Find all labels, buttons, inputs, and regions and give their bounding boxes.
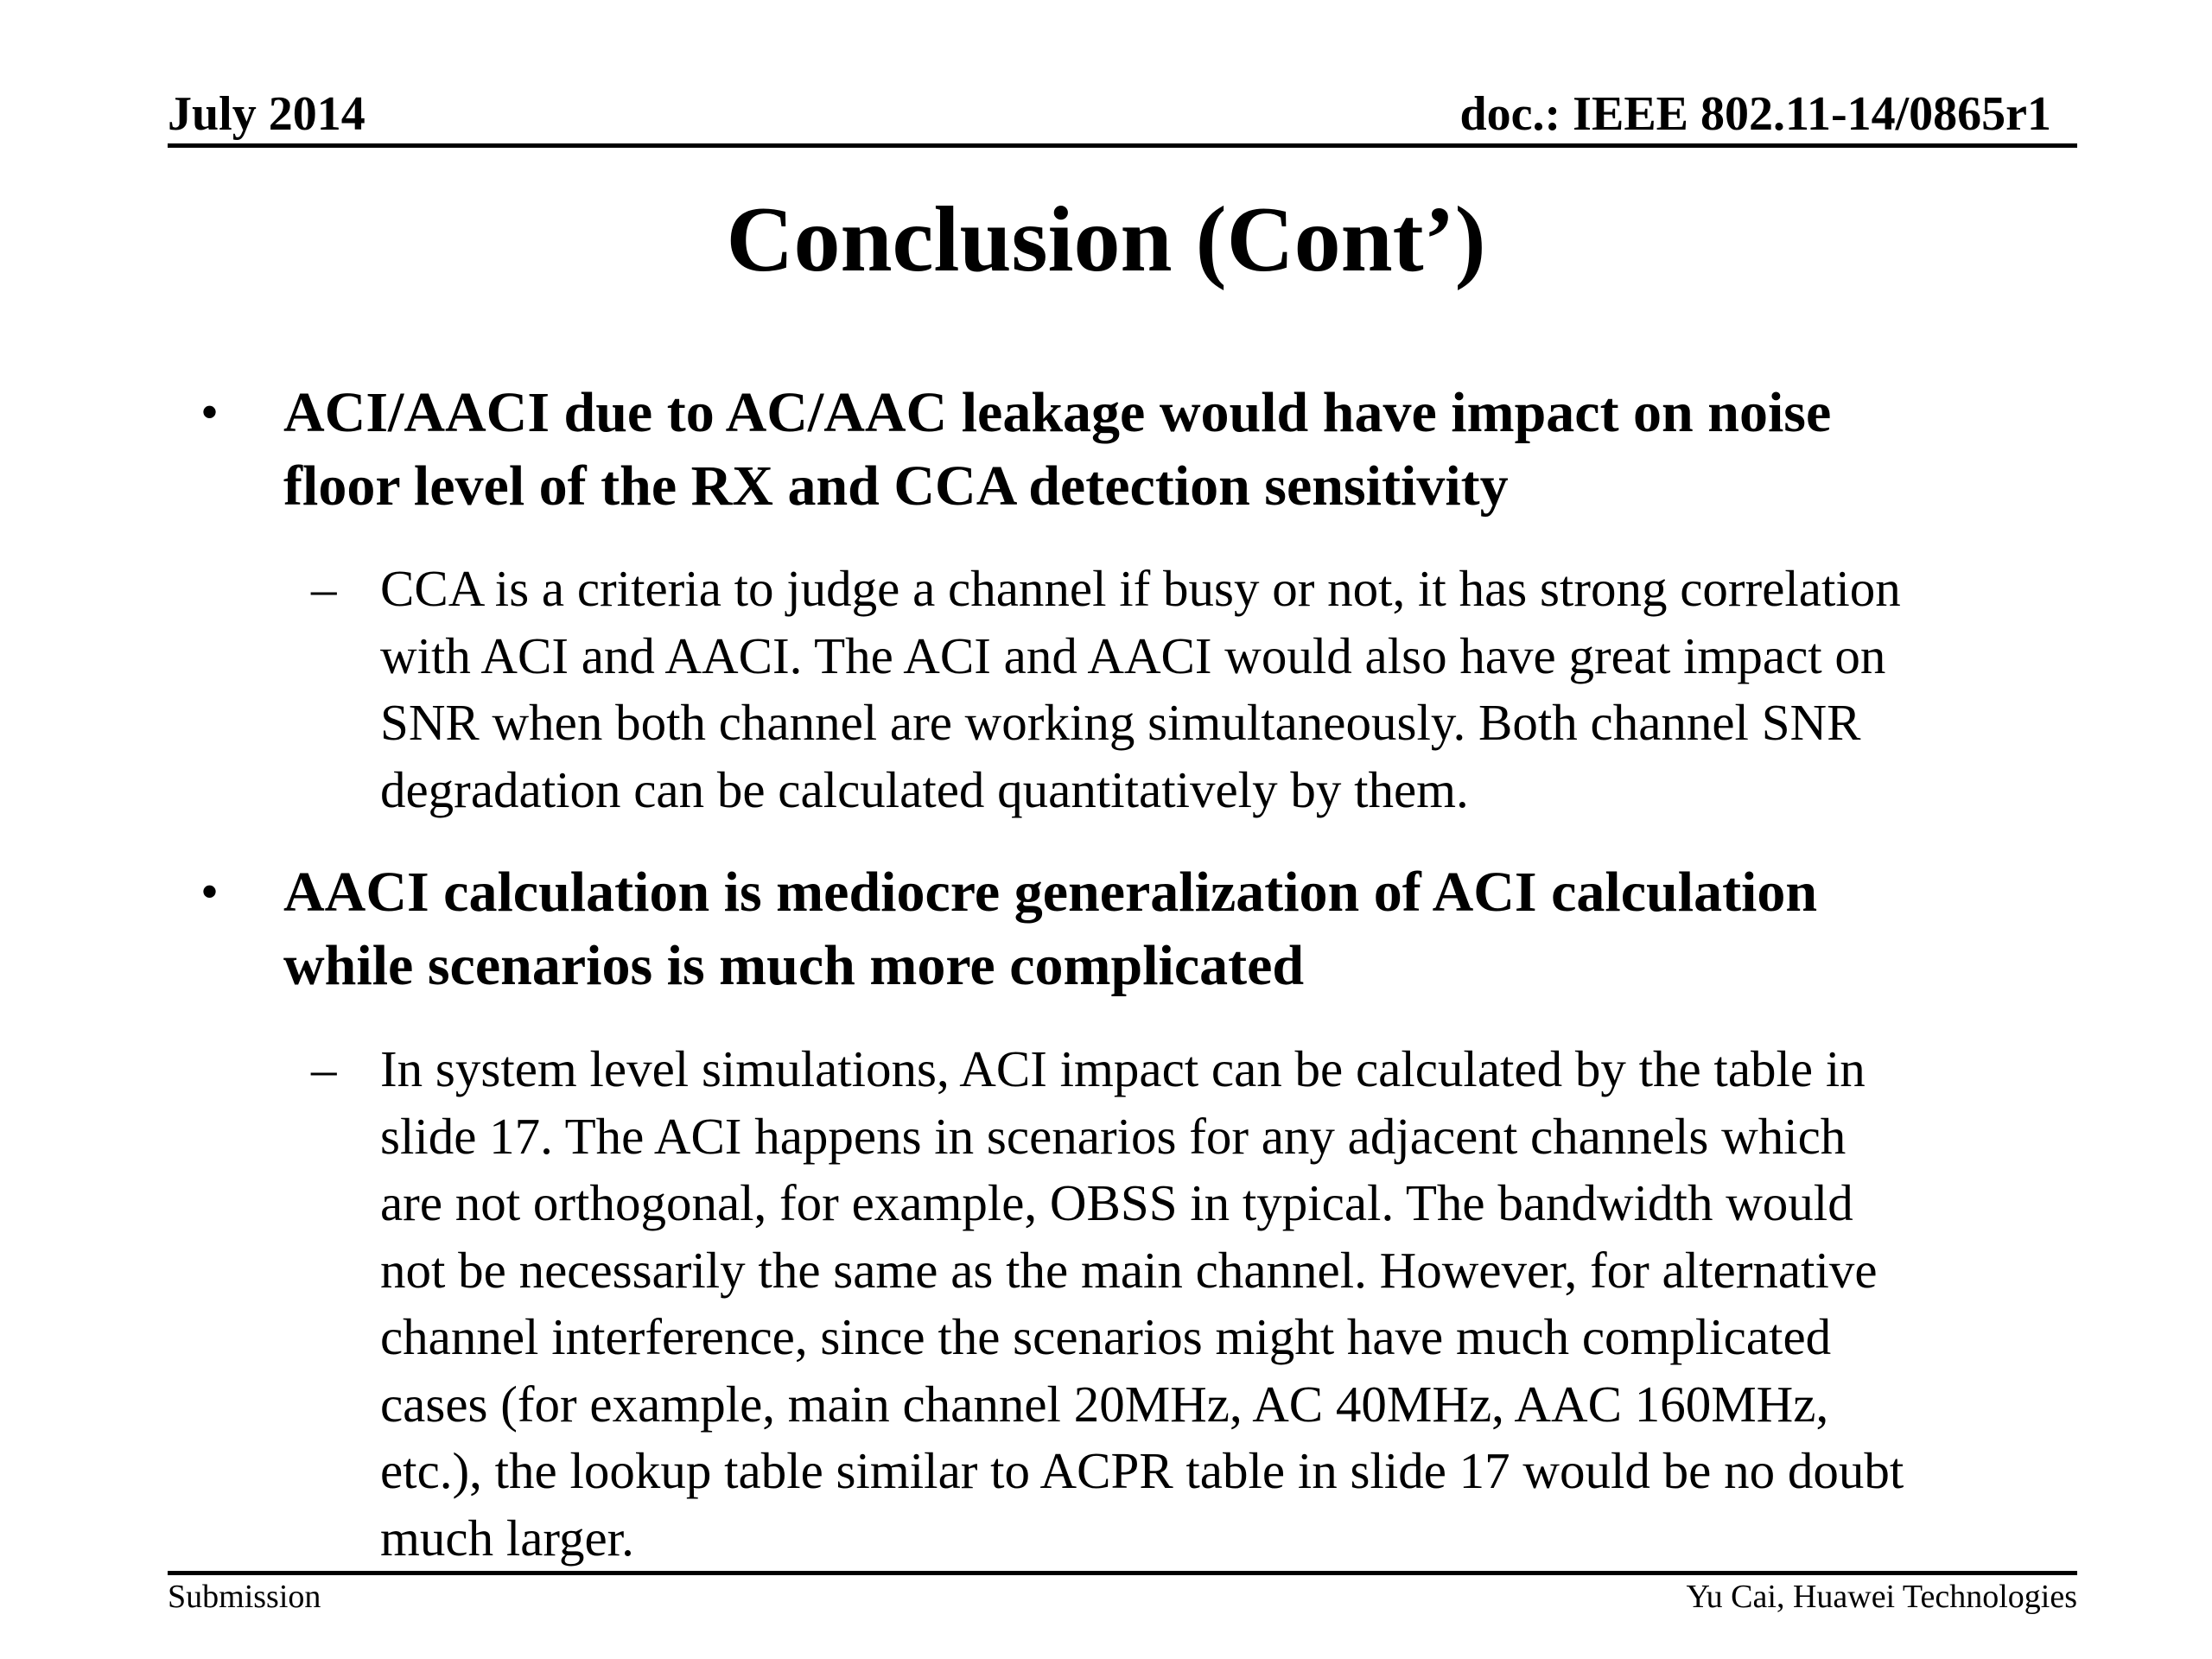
footer-submission: Submission [168, 1579, 321, 1615]
sub-line: SNR when both channel are working simultaneously. Both channel SNR [380, 694, 1861, 751]
bullet-line: floor level of the RX and CCA detection sensitivity [283, 454, 1509, 518]
bullet-line: ACI/AACI due to AC/AAC leakage would have impact on noise [283, 381, 1832, 444]
sub-bullet-1-text [380, 556, 1901, 823]
bullet-line: AACI calculation is mediocre generalization of ACI calculation [283, 861, 1818, 924]
bullet-marker: • [200, 863, 219, 920]
sub-line: CCA is a criteria to judge a channel if busy or not, it has strong correlation [380, 560, 1901, 617]
slide-title: Conclusion (Cont’) [726, 188, 1486, 291]
header-doc-id: doc.: IEEE 802.11-14/0865r1 [1459, 87, 2051, 141]
bullet-1-text [283, 376, 1831, 523]
sub-line: In system level simulations, ACI impact can be calculated by the table in [380, 1040, 1866, 1097]
bullet-line: while scenarios is much more complicated [283, 934, 1305, 997]
footer-author: Yu Cai, Huawei Technologies [1686, 1579, 2077, 1615]
header-date: July 2014 [168, 87, 365, 141]
sub-line: not be necessarily the same as the main channel. However, for alternative [380, 1241, 1878, 1299]
bullet-2-text [283, 855, 1817, 1002]
dash-marker: – [311, 560, 337, 617]
sub-line: channel interference, since the scenarios might have much complicated [380, 1308, 1832, 1365]
sub-line: cases (for example, main channel 20MHz, AC 40MHz, AAC 160MHz, [380, 1375, 1829, 1433]
bullet-marker: • [200, 384, 219, 441]
sub-line: degradation can be calculated quantitatively by them. [380, 760, 1469, 818]
dash-marker: – [311, 1040, 337, 1097]
footer-rule [168, 1571, 2077, 1575]
sub-line: with ACI and AACI. The ACI and AACI would also have great impact on [380, 626, 1886, 684]
sub-line: slide 17. The ACI happens in scenarios for any adjacent channels which [380, 1107, 1847, 1165]
sub-line: etc.), the lookup table similar to ACPR table in slide 17 would be no doubt [380, 1442, 1904, 1499]
sub-bullet-2-text [380, 1036, 1904, 1572]
sub-line: much larger. [380, 1509, 634, 1567]
header-rule [168, 143, 2077, 148]
sub-line: are not orthogonal, for example, OBSS in typical. The bandwidth would [380, 1174, 1853, 1231]
